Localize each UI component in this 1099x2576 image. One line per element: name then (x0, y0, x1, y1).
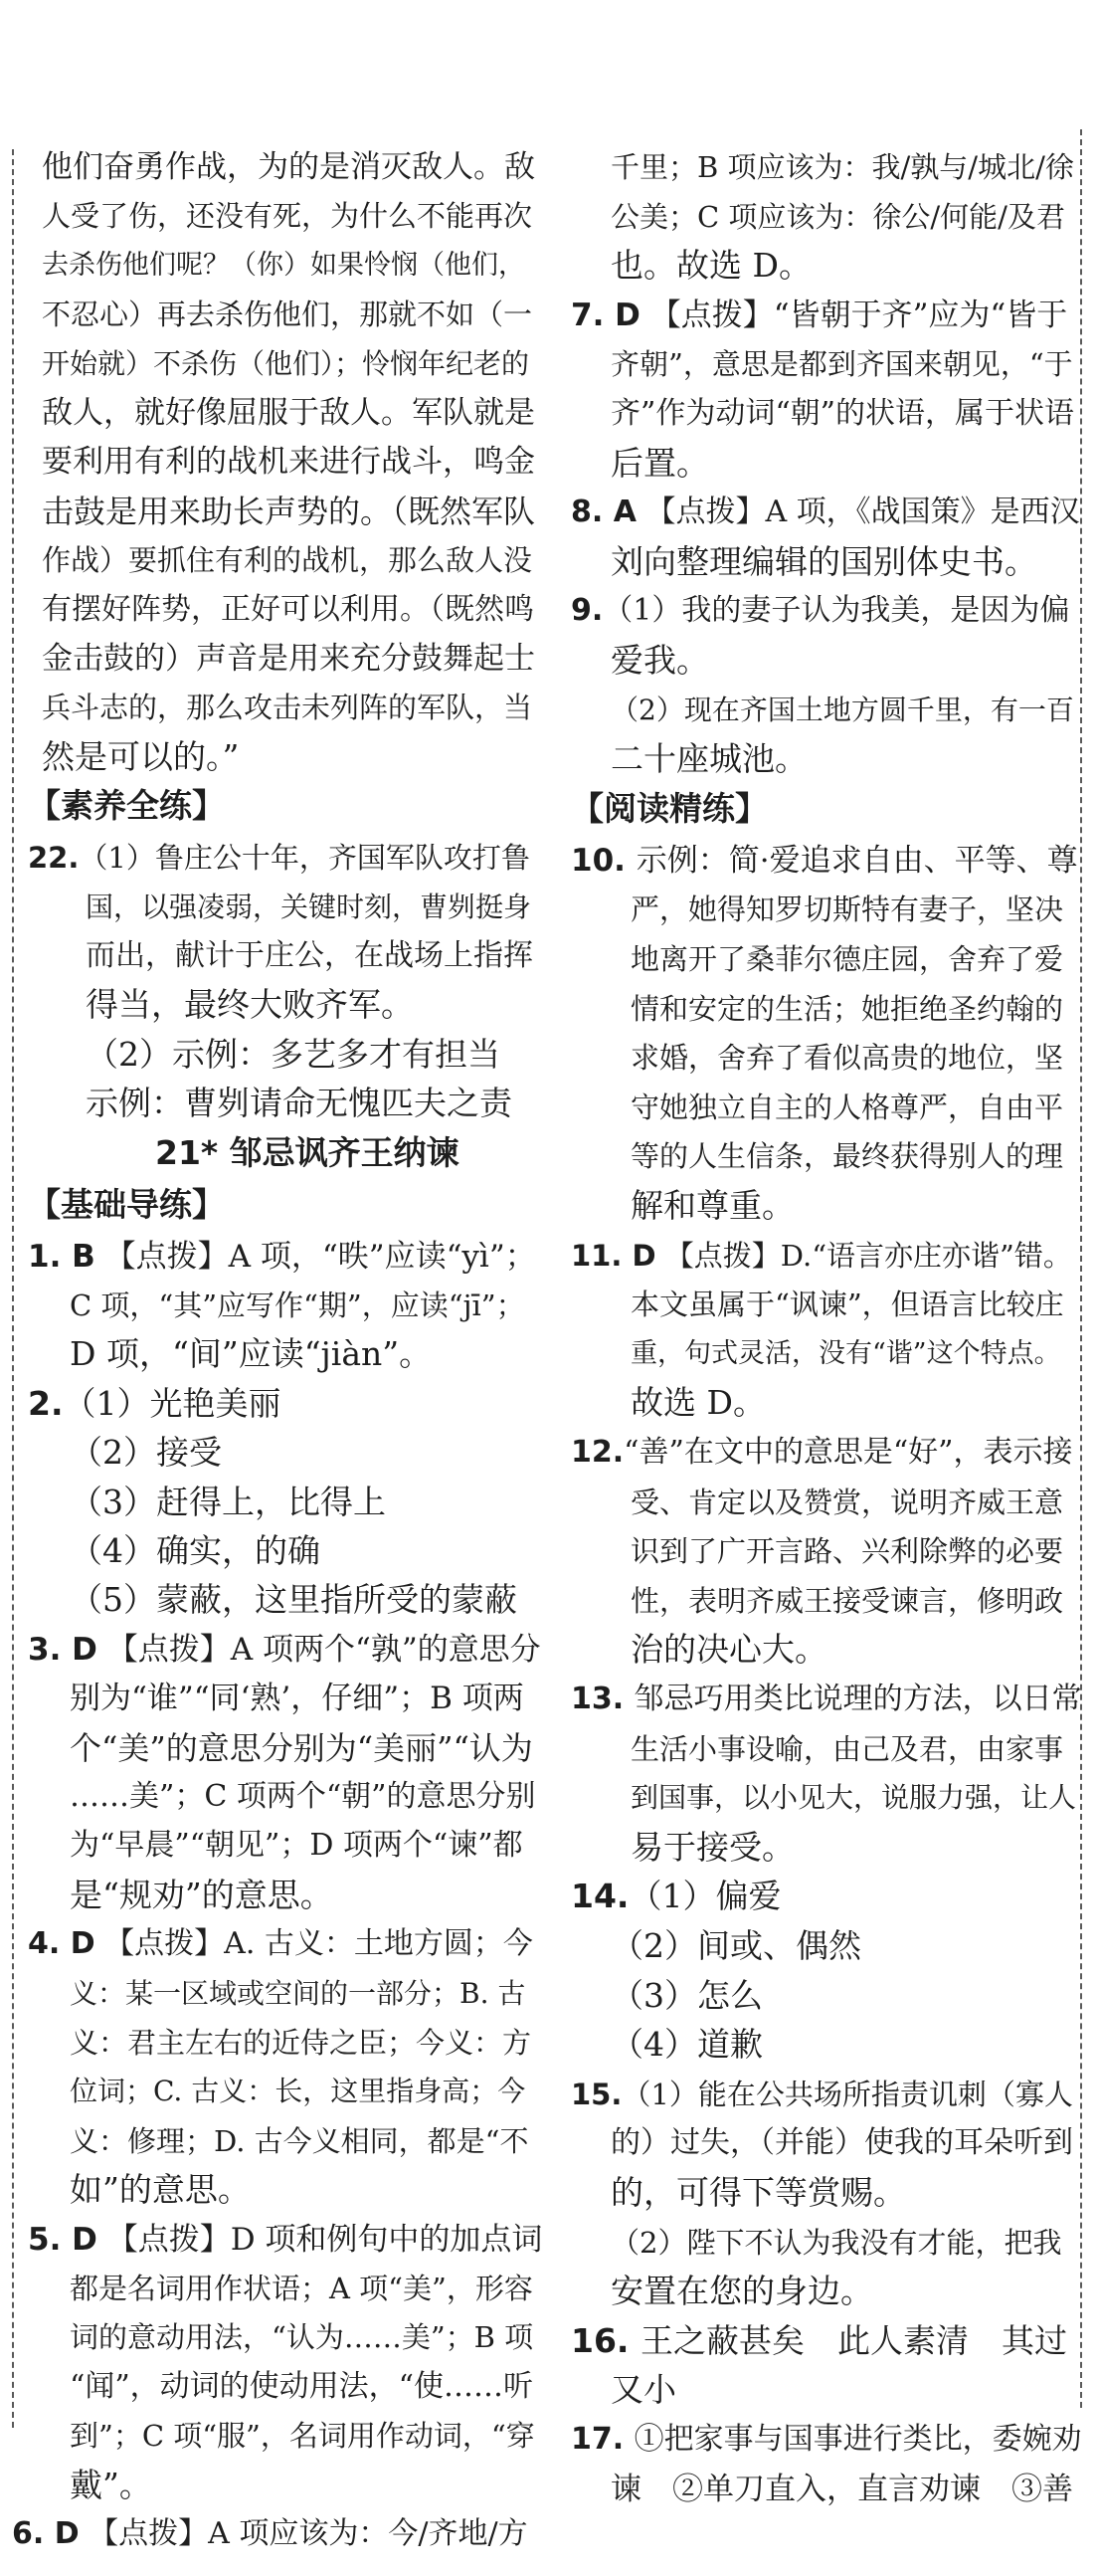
question-number: 22. (28, 841, 80, 876)
section-header: 【阅读精练】 (571, 788, 768, 828)
text-line: C 项，“其”应写作“期”，应读“jī”； (70, 1288, 525, 1322)
question-number: 12. (571, 1435, 625, 1470)
text-line: 别为“谁”“同‘熟’，仔细”；B 项两 (70, 1681, 524, 1717)
answer-line: 2.（1）光艳美丽 (28, 1383, 281, 1423)
text-line: 也。故选 D。 (611, 246, 812, 286)
text-line: 义：君主左右的近侍之臣；今义：方 (70, 2026, 532, 2060)
text-line: 要利用有利的战机来进行战斗，鸣金 (42, 444, 535, 481)
question-number: 1. B (28, 1238, 95, 1275)
text-line: 的）过失，（并能）使我的耳朵听到 (611, 2125, 1073, 2161)
text-line: 义：某一区域或空间的一部分；B. 古 (70, 1976, 526, 2010)
text-line: 他们奋勇作战，为的是消灭敌人。敌 (42, 149, 535, 185)
answer-line: 12.“善”在文中的意思是“好”，表示接 (571, 1435, 1073, 1470)
text-line: 等的人生信条，最终获得别人的理 (631, 1139, 1064, 1174)
answer-line: 3. D 【点拨】A 项两个“孰”的意思分 (28, 1631, 541, 1668)
text-line: 兵斗志的，那么攻击未列阵的军队，当 (42, 691, 533, 725)
text-line: 得当，最终大败齐军。 (86, 985, 414, 1025)
question-number: 6. D (12, 2516, 80, 2551)
text-line: ……美”；C 项两个“朝”的意思分别 (70, 1779, 536, 1814)
answer-line: 4. D 【点拨】A. 古义：土地方圆；今 (28, 1926, 533, 1962)
text-line: 故选 D。 (631, 1383, 766, 1423)
text-line: 的，可得下等赏赐。 (611, 2173, 906, 2212)
question-number: 17. (571, 2422, 635, 2457)
text-line: 如”的意思。 (70, 2170, 251, 2210)
text-line: （4）道歉 (611, 2025, 763, 2065)
answer-line: 8. A 【点拨】A 项，《战国策》是西汉 (571, 495, 1080, 530)
text-line: 不忍心）再去杀伤他们，那就不如（一 (42, 297, 533, 332)
text-line: 敌人，就好像屈服于敌人。军队就是 (42, 395, 535, 431)
text-line: 又小 (611, 2370, 676, 2410)
text-line: 齐朝”，意思是都到齐国来朝见，“于 (611, 347, 1073, 382)
text-line: 爱我。 (611, 641, 709, 680)
answer-line: 22.（1）鲁庄公十年，齐国军队攻打鲁 (28, 841, 530, 876)
text-line: 求婚，舍弃了看似高贵的地位，坚 (631, 1041, 1064, 1076)
question-number: 13. (571, 1682, 635, 1716)
text-line: 位词；C. 古义：长，这里指身高；今 (70, 2075, 526, 2108)
text-line: 生活小事设喻，由己及君，由家事 (631, 1731, 1064, 1766)
answer-line: 15.（1）能在公共场所指责讥刺（寡人 (571, 2077, 1073, 2111)
question-number: 15. (571, 2077, 623, 2111)
answer-line: 13. 邹忌巧用类比说理的方法，以日常 (571, 1682, 1082, 1716)
text-line: 性，表明齐威王接受谏言，修明政 (631, 1583, 1064, 1618)
text-line: （5）蒙蔽，这里指所受的蒙蔽 (70, 1580, 517, 1620)
text-line: 识到了广开言路、兴利除弊的必要 (631, 1534, 1064, 1569)
text-line: 然是可以的。” (42, 736, 240, 776)
text-line: 国，以强凌弱，关键时刻，曹刿挺身 (86, 890, 532, 923)
text-line: 本文虽属于“讽谏”，但语言比较庄 (631, 1288, 1064, 1322)
question-number: 16. (571, 2320, 641, 2360)
text-line: “闻”，动词的使动用法，“使……听 (70, 2368, 534, 2404)
text-line: 守她独立自主的人格尊严，自由平 (631, 1090, 1064, 1124)
text-line: （3）怎么 (611, 1975, 763, 2015)
text-line: 都是名词用作状语；A 项“美”，形容 (70, 2272, 533, 2305)
text-line: 有摆好阵势，正好可以利用。（既然鸣 (42, 591, 534, 627)
text-line: 情和安定的生活；她拒绝圣约翰的 (631, 991, 1064, 1026)
answer-line: 9.（1）我的妻子认为我美，是因为偏 (571, 593, 1070, 629)
question-number: 3. D (28, 1631, 97, 1668)
text-line: 安置在您的身边。 (611, 2272, 873, 2311)
text-line: 公美；C 项应该为：徐公/何能/及君 (611, 199, 1065, 234)
left-column (6, 0, 543, 2576)
answer-line: 7. D 【点拨】“皆朝于齐”应为“皆于 (571, 297, 1068, 333)
text-line: 刘向整理编辑的国别体史书。 (611, 541, 1037, 581)
text-line: 到国事，以小见大，说服力强，让人 (631, 1781, 1077, 1815)
text-line: 金击鼓的）声音是用来充分鼓舞起士 (42, 641, 535, 677)
answer-line: 11. D 【点拨】D.“语言亦庄亦谐”错。 (571, 1238, 1072, 1273)
answer-line: 14.（1）偏爱 (571, 1877, 782, 1916)
text-line: 重，句式灵活，没有“谐”这个特点。 (631, 1337, 1061, 1369)
question-number: 2. (28, 1383, 64, 1423)
answer-line: 6. D 【点拨】A 项应该为：今/齐地/方 (12, 2516, 528, 2551)
section-header: 【素养全练】 (28, 786, 225, 826)
text-line: 二十座城池。 (611, 739, 808, 779)
text-line: 齐”作为动词“朝”的状语，属于状语 (611, 396, 1075, 431)
section-header: 【基础导练】 (28, 1184, 225, 1224)
text-line: 谏 ②单刀直入，直言劝谏 ③善 (611, 2471, 1073, 2507)
text-line: 人受了伤，还没有死，为什么不能再次 (42, 199, 533, 234)
answer-line: 5. D 【点拨】D 项和例句中的加点词 (28, 2221, 543, 2258)
text-line: （3）赶得上，比得上 (70, 1482, 386, 1521)
answer-line: 1. B 【点拨】A 项，“昳”应读“yì”； (28, 1238, 536, 1275)
text-line: 义：修理；D. 古今义相同，都是“不 (70, 2123, 529, 2158)
text-line: （4）确实，的确 (70, 1531, 320, 1570)
text-line: 易于接受。 (631, 1827, 795, 1867)
text-line: 词的意动用法，“认为……美”；B 项 (70, 2320, 534, 2355)
text-line: 为“早晨”“朝见”；D 项两个“谏”都 (70, 1828, 523, 1864)
text-line: 示例：曹刿请命无愧匹夫之责 (86, 1084, 512, 1123)
text-line: D 项，“间”应读“jiàn”。 (70, 1334, 433, 1374)
text-line: 受、肯定以及赞赏，说明齐威王意 (631, 1485, 1064, 1519)
text-line: 开始就）不杀伤（他们）；怜悯年纪老的 (42, 346, 530, 380)
answer-line: 10. 示例：简·爱追求自由、平等、尊 (571, 842, 1078, 879)
question-number: 11. D (571, 1238, 656, 1273)
text-line: 而出，献计于庄公，在战场上指挥 (86, 938, 533, 973)
text-line: 到”；C 项“服”，名词用作动词，“穿 (70, 2419, 535, 2454)
text-line: 解和尊重。 (631, 1186, 795, 1225)
text-line: （2）示例：多艺多才有担当 (86, 1034, 500, 1074)
right-column (571, 0, 1084, 2576)
text-line: 个“美”的意思分别为“美丽”“认为 (70, 1728, 533, 1767)
question-number: 10. (571, 842, 637, 879)
question-number: 5. D (28, 2221, 97, 2258)
text-line: 后置。 (611, 443, 709, 483)
text-line: 击鼓是用来助长声势的。（既然军队 (42, 492, 536, 530)
text-line: 是“规劝”的意思。 (70, 1875, 333, 1914)
question-number: 4. D (28, 1926, 95, 1962)
text-line: 严，她得知罗切斯特有妻子，坚决 (631, 892, 1064, 927)
text-line: （2）陛下不认为我没有才能，把我 (611, 2225, 1062, 2260)
question-number: 9. (571, 593, 604, 629)
text-line: 地离开了桑菲尔德庄园，舍弃了爱 (631, 942, 1064, 976)
question-number: 8. A (571, 495, 637, 530)
answer-line: 17. ①把家事与国事进行类比，委婉劝 (571, 2422, 1082, 2457)
question-number: 14. (571, 1877, 630, 1916)
answer-line: 16. 王之蔽甚矣 此人素清 其过 (571, 2320, 1067, 2360)
question-number: 7. D (571, 297, 641, 333)
text-line: 去杀伤他们呢？（你）如果怜悯（他们， (42, 249, 525, 281)
text-line: （2）现在齐国土地方圆千里，有一百 (611, 693, 1074, 726)
lesson-title: 21* 邹忌讽齐王纳谏 (155, 1132, 459, 1172)
text-line: （2）间或、偶然 (611, 1926, 861, 1965)
text-line: 千里；B 项应该为：我/孰与/城北/徐 (611, 150, 1074, 184)
text-line: 戴”。 (70, 2465, 152, 2504)
text-line: 作战）要抓住有利的战机，那么敌人没 (42, 543, 533, 578)
text-line: （2）接受 (70, 1433, 222, 1473)
text-line: 治的决心大。 (631, 1630, 827, 1670)
